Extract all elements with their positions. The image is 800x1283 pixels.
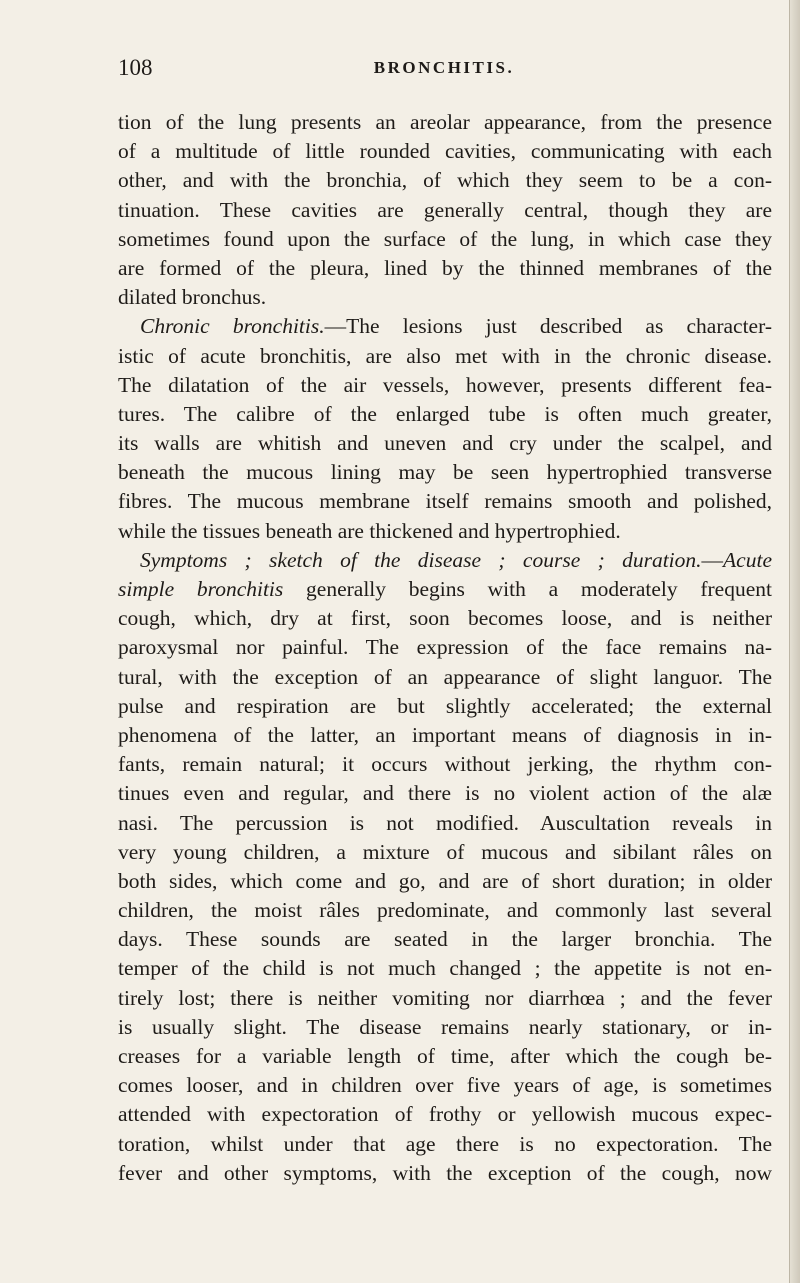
subheading-simple-bronchitis: simple bronchitis [118, 577, 284, 601]
text-line: phenomena of the latter, an important means of diagnosis in in- [118, 722, 772, 747]
section-heading-chronic-bronchitis: Chronic bronchitis. [140, 314, 325, 339]
body-text [118, 108, 772, 1188]
text-run: — [701, 547, 724, 572]
text-line: creases for a variable length of time, after which the cough be- [118, 1044, 772, 1068]
text-line: toration, whilst under that age there is no expectoration. The [118, 1131, 772, 1156]
text-line: very young children, a mixture of mucous and sibilant râles on [118, 839, 772, 864]
text-line: tirely lost; there is neither vomiting nor diarrhœa ; and the fever [118, 985, 772, 1010]
text-line: paroxysmal nor painful. The expression of the face remains na- [118, 635, 772, 660]
text-line: tion of the lung presents an areolar appearance, from the presence [118, 110, 772, 134]
text-line: tural, with the exception of an appearance of slight languor. The [118, 664, 772, 689]
text-line: while the tissues beneath are thickened and hypertrophied. [118, 518, 621, 543]
text-line: comes looser, and in children over five years of age, is sometimes [118, 1073, 772, 1098]
page-number: 108 [118, 55, 153, 80]
text-line: is usually slight. The disease remains nearly stationary, or in- [118, 1014, 772, 1039]
paragraph-symptoms [118, 546, 772, 575]
text-line: attended with expectoration of frothy or yellowish mucous expec- [118, 1102, 772, 1127]
text-line: dilated bronchus. [118, 285, 267, 310]
text-line: beneath the mucous lining may be seen hypertrophied transverse [118, 460, 772, 485]
page-edge [789, 0, 800, 1283]
text-line: are formed of the pleura, lined by the thinned membranes of the [118, 255, 772, 280]
text-line: of a multitude of little rounded cavities, communicating with each [118, 139, 772, 164]
subheading-acute: Acute [723, 547, 772, 572]
text-line: The dilatation of the air vessels, however, presents different fea- [118, 372, 772, 397]
text-line: tures. The calibre of the enlarged tube is often much greater, [118, 401, 772, 426]
text-line: cough, which, dry at first, soon becomes loose, and is neither [118, 606, 772, 631]
paragraph-chronic-bronchitis [118, 312, 772, 341]
page-header [118, 53, 770, 83]
text-line: days. These sounds are seated in the larger bronchia. The [118, 927, 772, 952]
text-run: —The lesions just described as character- [324, 314, 772, 339]
text-line: both sides, which come and go, and are of short duration; in older [118, 868, 772, 893]
text-line: fever and other symptoms, with the exception of the cough, now [118, 1160, 772, 1185]
text-line: tinuation. These cavities are generally central, though they are [118, 197, 772, 222]
text-line: fants, remain natural; it occurs without jerking, the rhythm con- [118, 752, 772, 777]
text-line: nasi. The percussion is not modified. Auscultation reveals in [118, 810, 772, 835]
text-line: sometimes found upon the surface of the lung, in which case they [118, 226, 772, 251]
text-line: other, and with the bronchia, of which they seem to be a con- [118, 168, 772, 193]
text-line: temper of the child is not much changed ; the appetite is not en- [118, 956, 772, 981]
text-line: children, the moist râles predominate, and commonly last several [118, 898, 772, 923]
text-line: istic of acute bronchitis, are also met with in the chronic disease. [118, 343, 772, 368]
text-line [118, 575, 772, 604]
text-line: fibres. The mucous membrane itself remains smooth and polished, [118, 489, 772, 514]
section-heading-symptoms: Symptoms ; sketch of the disease ; course ; duration. [140, 547, 702, 572]
text-line: tinues even and regular, and there is no violent action of the alæ [118, 781, 772, 806]
text-line: pulse and respiration are but slightly accelerated; the external [118, 693, 772, 718]
text-run: generally begins with a moderately frequent [283, 577, 772, 601]
text-line: its walls are whitish and uneven and cry under the scalpel, and [118, 431, 772, 456]
running-head: BRONCHITIS. [373, 58, 515, 77]
